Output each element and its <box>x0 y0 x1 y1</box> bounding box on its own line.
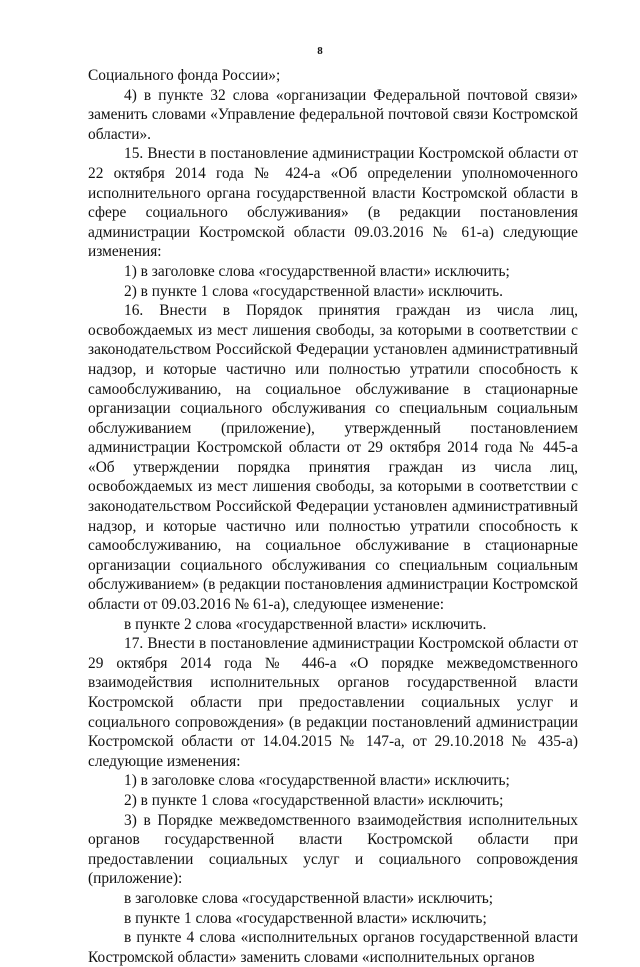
paragraph: в заголовке слова «государственной власти» исключить; <box>124 889 494 907</box>
paragraph: в пункте 1 слова «государственной власти» исключить; <box>124 909 487 927</box>
paragraph: 15. Внести в постановление администрации Костромской области от 22 октября 2014 года № 424-а «Об определении уполномоченного исполнительного органа государственной власти Костромской области в сфере социального обслуживания» (в редакции постановления администрации Костромской области 09.03.2016 № 61-а) следующие изменения: <box>88 145 578 261</box>
paragraph: 4) в пункте 32 слова «организации Федеральной почтовой связи» заменить словами «Управление федеральной почтовой связи Костромской области». <box>88 86 578 143</box>
paragraph: 17. Внести в постановление администрации Костромской области от 29 октября 2014 года № 446-а «О порядке межведомственного взаимодействия исполнительных органов государственной власти Костромской области при предоставлении социальных услуг и социального сопровождения» (в редакции постановлений администрации Костромской области от 14.04.2015 № 147-а, от 29.10.2018 № 435-а) следующие изменения: <box>88 635 578 770</box>
paragraph: 3) в Порядке межведомственного взаимодействия исполнительных органов государственной власти Костромской области при предоставлении социальных услуг и социального сопровождения (приложение): <box>88 811 578 888</box>
paragraph: 2) в пункте 1 слова «государственной власти» исключить; <box>124 791 504 809</box>
paragraph: 2) в пункте 1 слова «государственной власти» исключить. <box>124 282 503 300</box>
paragraph: 16. Внести в Порядок принятия граждан из числа лиц, освобождаемых из мест лишения свободы, за которыми в соответствии с законодательством Российской Федерации установлен административный надзор, и которые частично или полностью утратили способность к самообслуживанию, на социальное обслуживание в стационарные организации социального обслуживания со специальным социальным обслуживанием (приложение), утвержденный постановлением администрации Костромской области от 29 октября 2014 года № 445-а «Об утверждении порядка принятия граждан из числа лиц, освобождаемых из мест лишения свободы, за которыми в соответствии с законодательством Российской Федерации установлен административный надзор, и которые частично или полностью утратили способность к самообслуживанию, на социальное обслуживание в стационарные организации социального обслуживания со специальным социальным обслуживанием» (в редакции постановления администрации Костромской области от 09.03.2016 № 61-а), следующее изменение: <box>88 302 578 614</box>
paragraph: Социального фонда России»; <box>88 67 281 84</box>
paragraph: в пункте 4 слова «исполнительных органов государственной власти Костромской области» заменить словами «исполнительных органов <box>88 929 578 966</box>
paragraph: 1) в заголовке слова «государственной власти» исключить; <box>124 262 510 280</box>
paragraph: в пункте 2 слова «государственной власти» исключить. <box>124 615 487 633</box>
paragraph: 1) в заголовке слова «государственной власти» исключить; <box>124 772 510 790</box>
document-body <box>88 66 578 967</box>
page-number: 8 <box>317 45 323 57</box>
